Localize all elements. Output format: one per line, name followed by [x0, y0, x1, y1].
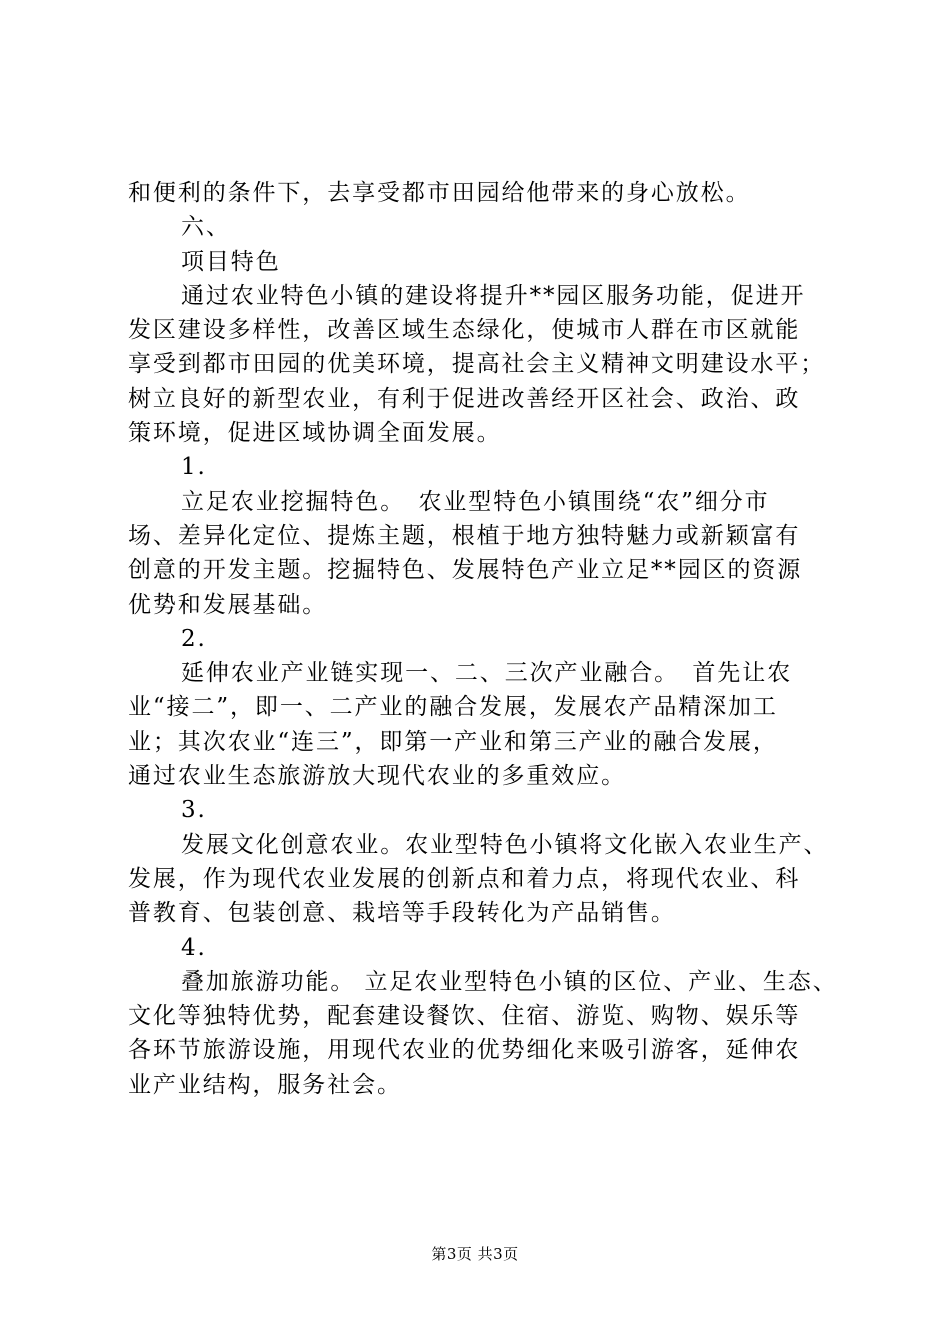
text-line: 发展，作为现代农业发展的创新点和着力点，将现代农业、科	[128, 865, 801, 892]
text-line: 4.	[181, 934, 207, 961]
text-line: 六、	[181, 214, 231, 241]
text-line: 延伸农业产业链实现一、二、三次产业融合。 首先让农	[181, 660, 792, 687]
text-line: 和便利的条件下，去享受都市田园给他带来的身心放松。	[128, 180, 751, 206]
text-line: 2.	[181, 625, 207, 652]
text-line: 优势和发展基础。	[128, 591, 328, 618]
text-line: 创意的开发主题。挖掘特色、发展特色产业立足**园区的资源	[128, 557, 803, 584]
text-line: 通过农业特色小镇的建设将提升**园区服务功能，促进开	[181, 282, 806, 309]
document-body	[128, 176, 838, 1102]
text-line: 通过农业生态旅游放大现代农业的多重效应。	[128, 763, 626, 790]
text-line: 策环境，促进区域协调全面发展。	[128, 420, 502, 447]
text-line: 发区建设多样性，改善区域生态绿化，使城市人群在市区就能	[128, 317, 801, 344]
text-line: 业产业结构，服务社会。	[128, 1071, 402, 1098]
text-line: 享受到都市田园的优美环境，提高社会主义精神文明建设水平；	[128, 351, 826, 378]
text-line: 项目特色	[181, 248, 281, 275]
text-line: 树立良好的新型农业，有利于促进改善经开区社会、政治、政	[128, 385, 801, 412]
text-line: 立足农业挖掘特色。 农业型特色小镇围绕“农”细分市	[181, 488, 770, 515]
text-line: 业“接二”，即一、二产业的融合发展，发展农产品精深加工	[128, 694, 778, 721]
page-footer: 第3页 共3页	[431, 1245, 519, 1263]
text-line: 1.	[181, 454, 207, 481]
text-line: 文化等独特优势，配套建设餐饮、住宿、游览、购物、娱乐等	[128, 1003, 801, 1030]
text-line: 3.	[181, 797, 207, 824]
text-line: 场、差异化定位、提炼主题，根植于地方独特魅力或新颖富有	[128, 522, 801, 549]
text-line: 各环节旅游设施，用现代农业的优势细化来吸引游客，延伸农	[128, 1037, 801, 1064]
text-line: 叠加旅游功能。 立足农业型特色小镇的区位、产业、生态、	[181, 968, 838, 995]
text-line: 业；其次农业“连三”，即第一产业和第三产业的融合发展，	[128, 728, 778, 755]
text-line: 普教育、包装创意、栽培等手段转化为产品销售。	[128, 900, 676, 927]
text-line: 发展文化创意农业。农业型特色小镇将文化嵌入农业生产、	[181, 831, 829, 858]
